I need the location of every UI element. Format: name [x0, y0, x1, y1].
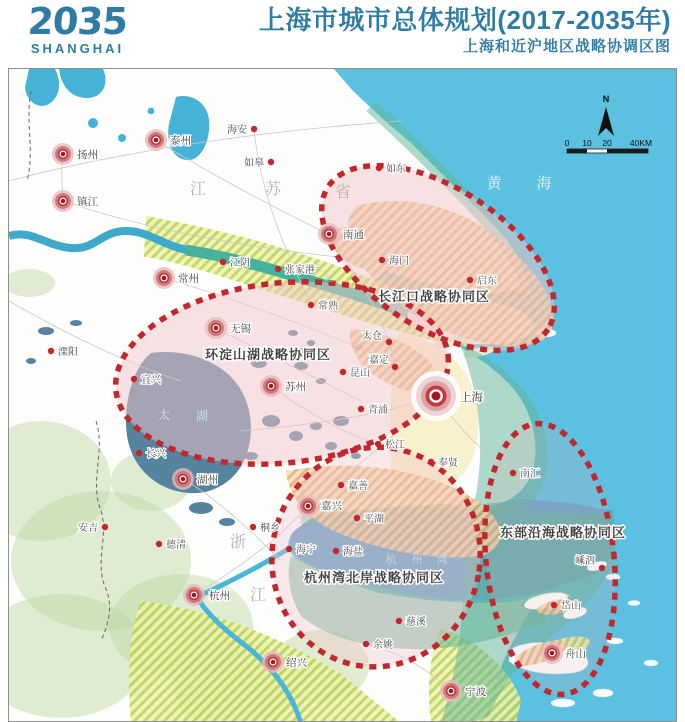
plan2035-logo — [26, 0, 129, 56]
region-label: 长 — [312, 263, 322, 273]
scalebar-number: 0 — [564, 138, 570, 148]
city-marker-major — [52, 143, 74, 165]
city-marker-minor — [220, 259, 226, 265]
region-label: 海 — [536, 175, 552, 192]
logo-shanghai-text: SHANGHAI — [30, 41, 125, 56]
city-marker-major — [145, 129, 167, 151]
city-marker-minor — [251, 126, 257, 132]
city-label: 江阴 — [230, 258, 250, 269]
region-label: 杭 — [385, 554, 397, 566]
region-label: 江 — [189, 181, 207, 198]
city-label: 溧阳 — [58, 347, 78, 358]
city-label: 嘉兴 — [321, 500, 342, 512]
city-marker-minor — [354, 515, 360, 521]
city-label-shanghai: 上海 — [460, 392, 483, 404]
city-label: 如东 — [386, 164, 406, 175]
city-marker-major — [153, 267, 175, 289]
scalebar-number: 10 — [582, 138, 592, 148]
city-label: 奉贤 — [438, 458, 458, 469]
city-label: 绍兴 — [286, 657, 307, 669]
city-marker-minor — [250, 524, 256, 530]
city-marker-minor — [599, 565, 605, 571]
city-label: 海宁 — [296, 545, 316, 556]
city-label: 泰州 — [170, 135, 191, 147]
city-label: 海盐 — [343, 547, 363, 558]
city-marker-minor — [379, 257, 385, 263]
city-marker-major — [260, 375, 282, 397]
city-marker-minor — [275, 266, 281, 272]
city-marker-minor — [376, 165, 382, 171]
map-canvas — [8, 68, 677, 722]
city-label: 湖州 — [197, 474, 218, 486]
city-label: 宜兴 — [141, 375, 161, 386]
map-svg — [9, 69, 676, 721]
region-label: 省 — [334, 184, 352, 201]
city-label: 安吉 — [78, 523, 98, 534]
header — [0, 0, 685, 66]
region-label: 太 — [157, 408, 171, 422]
city-marker-minor — [396, 618, 402, 624]
city-marker-major — [440, 680, 462, 702]
city-marker-minor — [102, 524, 108, 530]
city-label: 嘉善 — [348, 481, 368, 492]
page-subtitle: 上海和近沪地区战略协调区图 — [462, 38, 671, 55]
city-label: 南通 — [343, 229, 364, 241]
logo-year-text: 2035 — [26, 0, 129, 43]
city-marker-minor — [510, 470, 516, 476]
city-marker-minor — [156, 541, 162, 547]
city-label: 长兴 — [146, 449, 166, 460]
city-label: 青浦 — [368, 405, 388, 416]
city-label: 岱山 — [561, 601, 581, 612]
city-label: 苏州 — [285, 381, 306, 393]
scalebar-segment — [587, 149, 607, 153]
zone-label-dianshanhu: 环淀山湖战略协同区 — [204, 347, 332, 362]
zone-label-dongbuyanhai: 东部沿海战略协同区 — [499, 525, 627, 540]
zone-label-changjiangkou: 长江口战略协同区 — [377, 289, 491, 304]
city-label: 常熟 — [318, 301, 338, 312]
north-label: N — [602, 94, 610, 104]
city-marker-minor — [358, 406, 364, 412]
city-label: 南汇 — [520, 469, 540, 480]
city-marker-major — [205, 317, 227, 339]
city-label: 太仓 — [362, 331, 382, 342]
region-label: 浙 — [229, 534, 247, 551]
city-marker-minor — [375, 441, 381, 447]
city-label: 平湖 — [364, 514, 384, 525]
region-label: 江 — [324, 274, 334, 284]
city-marker-minor — [308, 302, 314, 308]
city-marker-major — [172, 468, 194, 490]
city-label: 张家港 — [285, 265, 315, 276]
city-label: 杭州 — [209, 590, 230, 602]
city-marker-minor — [340, 369, 346, 375]
scalebar-number: 20 — [602, 138, 612, 148]
city-label: 桐乡 — [260, 523, 280, 534]
city-marker-minor — [48, 348, 54, 354]
city-label: 松江 — [385, 440, 405, 451]
city-label: 海门 — [389, 256, 409, 267]
city-marker-shanghai — [411, 371, 461, 421]
city-label: 镇江 — [77, 196, 98, 208]
city-label: 嵊泗 — [575, 556, 595, 567]
city-label: 昆山 — [350, 368, 370, 379]
city-marker-major — [183, 584, 205, 606]
city-marker-minor — [467, 277, 473, 283]
region-label: 江 — [249, 587, 267, 604]
city-label: 余姚 — [373, 640, 393, 651]
city-label: 舟山 — [565, 648, 586, 660]
city-marker-minor — [136, 450, 142, 456]
region-label: 湾 — [436, 554, 448, 566]
city-marker-minor — [363, 641, 369, 647]
city-marker-major — [541, 642, 563, 664]
city-marker-minor — [268, 159, 274, 165]
city-marker-minor — [386, 339, 392, 345]
city-label: 德清 — [166, 540, 186, 551]
city-label: 无锡 — [230, 323, 251, 335]
city-label: 常州 — [178, 273, 199, 285]
scalebar-segment — [567, 149, 587, 153]
city-marker-minor — [392, 364, 398, 370]
city-marker-minor — [551, 602, 557, 608]
city-label: 嘉定 — [369, 355, 389, 366]
scalebar-segment — [607, 149, 648, 153]
city-marker-minor — [333, 548, 339, 554]
city-label: 宁波 — [465, 686, 486, 698]
city-marker-minor — [286, 546, 292, 552]
page-title: 上海市城市总体规划(2017-2035年) — [258, 5, 671, 35]
city-marker-minor — [428, 459, 434, 465]
city-label: 启东 — [477, 276, 497, 287]
city-marker-major — [262, 651, 284, 673]
city-marker-major — [318, 223, 340, 245]
region-label: 苏 — [264, 181, 282, 198]
city-marker-major — [297, 495, 319, 517]
city-label: 如皋 — [244, 158, 264, 169]
region-label: 湖 — [195, 409, 209, 423]
title-block — [259, 4, 671, 56]
city-marker-minor — [338, 482, 344, 488]
zone-label-hangzhouwan: 杭州湾北岸战略协同区 — [303, 570, 445, 585]
region-label: 黄 — [486, 175, 502, 192]
city-marker-major — [52, 190, 74, 212]
city-label: 海安 — [227, 125, 247, 136]
city-label: 慈溪 — [406, 617, 426, 628]
city-marker-minor — [131, 376, 137, 382]
scalebar-number: 40KM — [629, 138, 653, 148]
region-label: 州 — [411, 554, 423, 566]
city-label: 扬州 — [77, 149, 98, 161]
